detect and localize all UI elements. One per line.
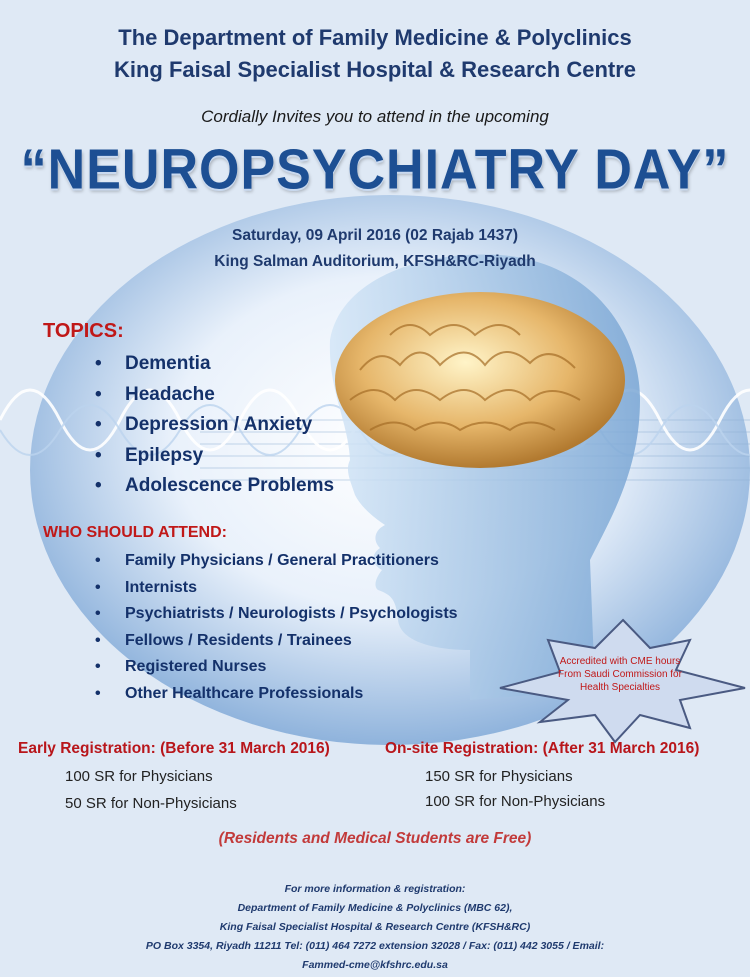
list-item: • Adolescence Problems [95, 475, 335, 496]
list-item: • Headache [95, 383, 215, 405]
list-item: • Psychiatrists / Neurologists / Psychologists [95, 605, 458, 622]
brain-illustration [335, 292, 625, 468]
contact-info: For more information & registration: Department of Family Medicine & Polyclinics (MBC 62), King Faisal Specialist Hospital & Research Centre (KFSH&RC) PO Box 3354, Riyadh 11211 Tel: (011) 464 7272 extension 32028 / Fax: (011) 442 3055 / Email: Fammed-cme@kfshrc.edu.sa [0, 880, 750, 975]
accreditation-text: Accredited with CME hours From Saudi Commission for Health Specialties [558, 656, 682, 693]
event-date: Saturday, 09 April 2016 (02 Rajab 1437) [231, 227, 519, 244]
list-item: • Depression / Anxiety [95, 414, 313, 435]
topics-list [95, 353, 334, 506]
list-item: • Family Physicians / General Practitioners [95, 552, 439, 569]
contact-email[interactable]: Fammed-cme@kfshrc.edu.sa [302, 959, 448, 971]
free-attendance-note: (Residents and Medical Students are Free) [218, 830, 532, 847]
department-heading: The Department of Family Medicine & Polyclinics [118, 25, 632, 50]
list-item: • Dementia [95, 353, 211, 374]
list-item: • Other Healthcare Professionals [95, 684, 364, 702]
event-title: “NEUROPSYCHIATRY DAY” [20, 138, 730, 202]
onsite-price-non-physicians: 100 SR for Non-Physicians [425, 793, 606, 810]
who-should-attend-heading: WHO SHOULD ATTEND: [43, 524, 227, 541]
early-registration-heading: Early Registration: (Before 31 March 2016) [18, 740, 330, 757]
attendees-list [95, 552, 458, 711]
early-price-non-physicians: 50 SR for Non-Physicians [65, 795, 237, 812]
topics-heading: TOPICS: [43, 320, 124, 342]
list-item: • Registered Nurses [95, 658, 267, 675]
early-price-physicians: 100 SR for Physicians [65, 768, 213, 785]
onsite-price-physicians: 150 SR for Physicians [425, 768, 573, 785]
list-item: • Epilepsy [95, 444, 204, 466]
onsite-registration-heading: On-site Registration: (After 31 March 2016) [385, 740, 700, 757]
event-venue: King Salman Auditorium, KFSH&RC-Riyadh [214, 253, 536, 270]
hospital-heading: King Faisal Specialist Hospital & Research Centre [113, 57, 637, 82]
list-item: • Fellows / Residents / Trainees [95, 631, 352, 649]
list-item: • Internists [95, 578, 198, 596]
invitation-text: Cordially Invites you to attend in the upcoming [201, 107, 549, 126]
